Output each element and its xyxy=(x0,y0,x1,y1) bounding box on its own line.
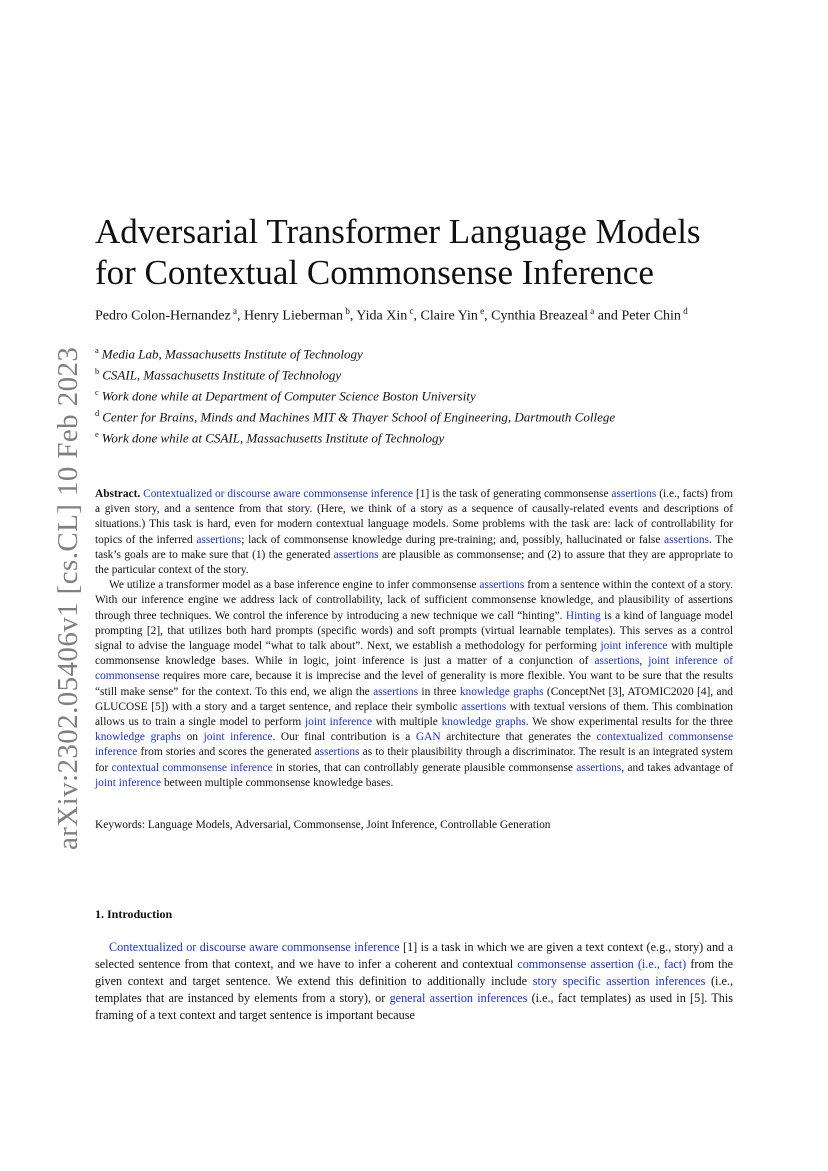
citation-link[interactable]: knowledge graphs xyxy=(459,685,544,698)
paper-title xyxy=(95,211,775,293)
citation-link[interactable]: joint inference xyxy=(304,716,373,729)
author-name: Claire Yin xyxy=(420,308,478,324)
citation-link[interactable]: Contextualized or discourse aware commonsense inference xyxy=(109,940,400,954)
author-list: Pedro Colon-Hernandez $^a$, Henry Lieberman $^b$, Yida Xin $^c$, Claire Yin $^e$, Cynthia Breazeal $^a$ and Peter Chin $^d$ xyxy=(95,306,688,324)
affiliation-mark: e xyxy=(95,428,99,439)
affiliation-mark: b xyxy=(95,365,100,376)
citation-link[interactable]: GAN xyxy=(415,731,441,744)
citation-link[interactable]: assertions xyxy=(196,533,242,546)
author-affiliation-mark: a xyxy=(230,306,237,316)
citation-link[interactable]: assertions xyxy=(664,533,709,546)
citation-link[interactable]: general assertion inferences xyxy=(389,990,528,1005)
paper-title-line-1: Adversarial Transformer Language Models xyxy=(95,212,701,251)
introduction-body xyxy=(95,939,733,1024)
author-name: Pedro Colon-Hernandez xyxy=(95,308,231,324)
affiliation-mark: c xyxy=(95,386,99,397)
author-name: Henry Lieberman xyxy=(243,308,344,324)
affiliation-item xyxy=(95,342,735,363)
citation-link[interactable]: joint inference of commonsense xyxy=(95,655,734,683)
author-name: Yida Xin xyxy=(356,308,408,324)
citation-link[interactable]: joint inference xyxy=(203,731,273,744)
citation-link[interactable]: assertions xyxy=(479,579,525,592)
affiliation-item xyxy=(95,426,735,447)
affiliation-list xyxy=(95,342,735,447)
author-affiliation-mark: e xyxy=(477,306,485,316)
author-affiliation-mark: a xyxy=(587,306,595,316)
citation-link[interactable]: assertions xyxy=(314,746,360,759)
citation-link[interactable]: assertions xyxy=(594,655,640,668)
citation-link[interactable]: joint inference xyxy=(600,640,668,653)
arxiv-identifier-text: arXiv:2302.05406v1 [cs.CL] 10 Feb 2023 xyxy=(52,346,84,850)
affiliation-text: Center for Brains, Minds and Machines MIT & Thayer School of Engineering, Dartmouth College xyxy=(102,409,616,425)
affiliation-text: CSAIL, Massachusetts Institute of Technology xyxy=(102,367,342,383)
abstract-paragraph-1-body: Contextualized or discourse aware commonsense inference [1] is the task of generating commonsense assertions (i.e., facts) from a given story, and a sentence from that story. (Here, we think of a story as a sequence of causally-related events and descriptions of situations.) This task is hard, even for modern contextual language models. Some problems with the task are: lack of controllability for topics of the inferred assertions; lack of commonsense knowledge during pre-training; and, possibly, hallucinated or false assertions. The task’s goals are to make sure that (1) the generated assertions are plausible as commonsense; and (2) to assure that they are appropriate to the particular context of the story. xyxy=(95,488,734,577)
abstract xyxy=(95,487,733,791)
affiliation-text: Media Lab, Massachusetts Institute of Technology xyxy=(101,346,363,362)
citation-link[interactable]: Contextualized or discourse aware commonsense inference xyxy=(143,488,414,500)
keywords: Keywords: Language Models, Adversarial, Commonsense, Joint Inference, Controllable Generation xyxy=(95,819,551,831)
affiliation-text: Work done while at CSAIL, Massachusetts Institute of Technology xyxy=(101,430,445,446)
affiliation-mark: a xyxy=(95,345,99,355)
citation-link[interactable]: story specific assertion inferences xyxy=(532,973,706,988)
abstract-label: Abstract. xyxy=(95,488,141,500)
paper-title-line-2: for Contextual Commonsense Inference xyxy=(95,253,654,292)
author-affiliation-mark: b xyxy=(343,306,350,316)
affiliation-text: Work done while at Department of Computer Science Boston University xyxy=(101,388,476,404)
citation-link[interactable]: assertions xyxy=(333,548,379,561)
affiliation-mark: d xyxy=(95,407,100,418)
citation-link[interactable]: contextual commonsense inference xyxy=(111,761,273,774)
author-name: Peter Chin xyxy=(621,308,681,324)
author-affiliation-mark: d xyxy=(680,306,688,316)
abstract-paragraph-1 xyxy=(95,487,733,578)
citation-link[interactable]: assertions xyxy=(373,685,419,698)
affiliation-item xyxy=(95,405,735,426)
abstract-paragraph-2: We utilize a transformer model as a base inference engine to infer commonsense assertions from a sentence within the context of a story. With our inference engine we address lack of controllability, lack of sufficient commonsense knowledge, and plausibility of assertions through three techniques. We control the inference by introducing a new technique we call “hinting”. Hinting is a kind of language model prompting [2], that utilizes both hard prompts (specific words) and soft prompts (virtual learnable templates). This serves as a control signal to advise the language model “what to talk about”. Next, we establish a methodology for performing joint inference with multiple commonsense knowledge bases. While in logic, joint inference is just a matter of a conjunction of assertions, joint inference of commonsense requires more care, because it is imprecise and the level of generality is more flexible. You want to be sure that the results “still make sense” for the context. To this end, we align the assertions in three knowledge graphs (ConceptNet [3], ATOMIC2020 [4], and GLUCOSE [5]) with a story and a target sentence, and replace their symbolic assertions with textual versions of them. This combination allows us to train a single model to perform joint inference with multiple knowledge graphs. We show experimental results for the three knowledge graphs on joint inference. Our final contribution is a GAN architecture that generates the contextualized commonsense inference from stories and scores the generated assertions as to their plausibility through a discriminator. The result is an integrated system for contextual commonsense inference in stories, that can controllably generate plausible commonsense assertions, and takes advantage of joint inference between multiple commonsense knowledge bases. xyxy=(95,579,734,789)
citation-link[interactable]: contextualized commonsense inference xyxy=(95,731,733,759)
citation-link[interactable]: joint inference xyxy=(95,776,162,789)
author-name: Cynthia Breazeal xyxy=(491,308,588,324)
citation-link[interactable]: assertions xyxy=(576,761,622,774)
citation-link[interactable]: knowledge graphs xyxy=(95,731,181,744)
citation-link[interactable]: assertions xyxy=(461,700,507,713)
affiliation-item xyxy=(95,363,735,384)
section-heading-introduction: 1. Introduction xyxy=(95,907,173,921)
citation-link[interactable]: commonsense assertion (i.e., fact) xyxy=(517,956,687,971)
citation-link[interactable]: assertions xyxy=(611,488,657,500)
affiliation-item xyxy=(95,384,735,405)
citation-link[interactable]: knowledge graphs xyxy=(441,716,526,729)
introduction-paragraph-1: Contextualized or discourse aware commonsense inference [1] is a task in which we are given a text context (e.g., story) and a selected sentence from that context, and we have to infer a coherent and contextual commonsense assertion (i.e., fact) from the given context and target sentence. We extend this definition to additionally include story specific assertion inferences (i.e., templates that are instanced by elements from a story), or general assertion inferences (i.e., fact templates) as used in [5]. This framing of a text context and target sentence is important because xyxy=(95,940,733,1022)
author-affiliation-mark: c xyxy=(407,306,414,316)
arxiv-identifier xyxy=(18,346,84,850)
citation-link[interactable]: Hinting xyxy=(565,609,601,622)
